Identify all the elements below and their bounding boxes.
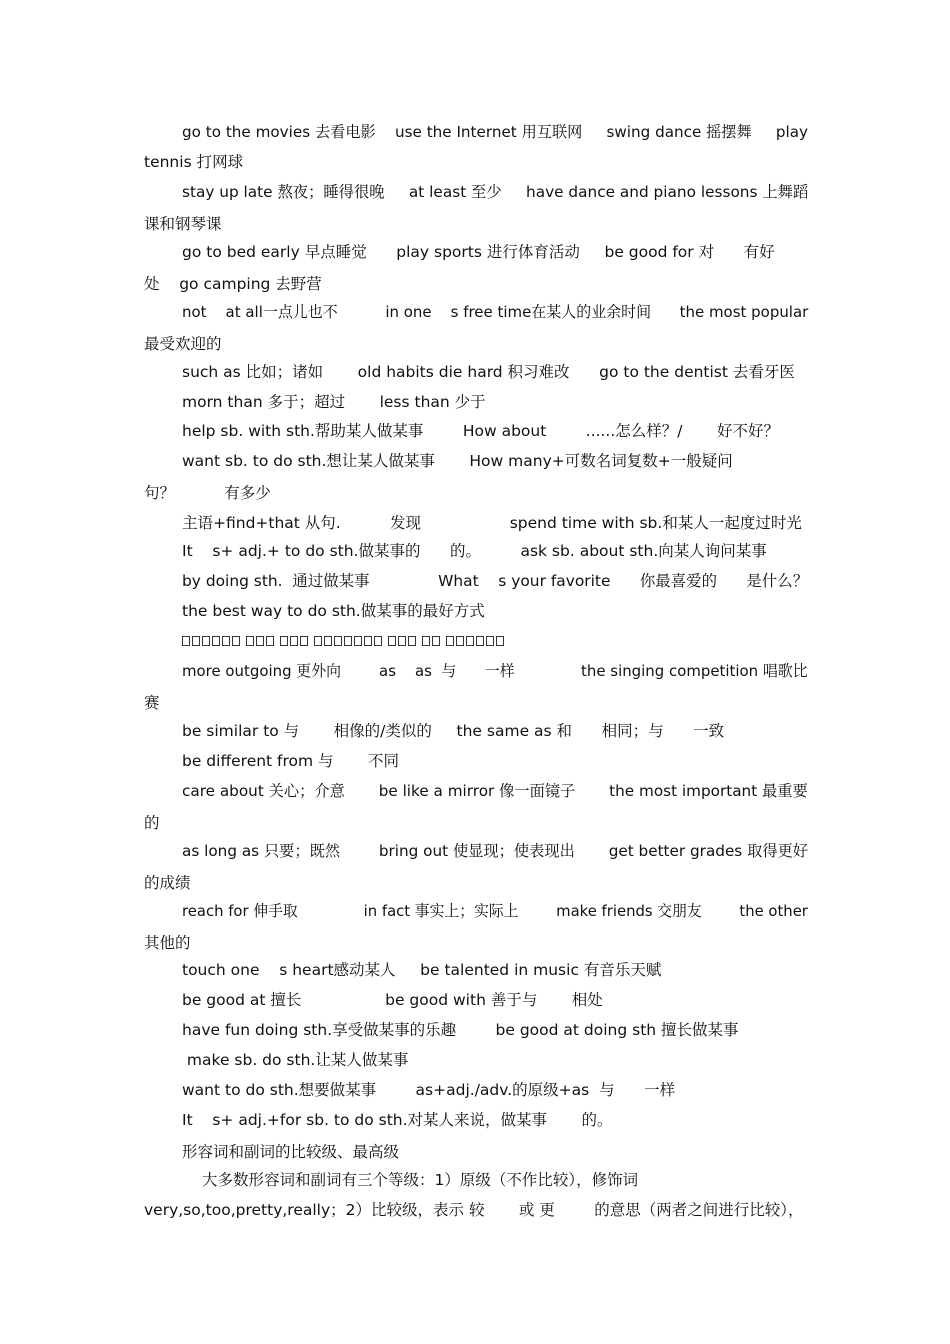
text-line: morn than 多于；超过 less than 少于	[182, 393, 486, 411]
text-line: by doing sth. 通过做某事 What s your favorite 你最喜爱的 是什么？	[182, 572, 809, 590]
section-heading: 形容词和副词的比较级、最高级	[182, 1143, 400, 1161]
text-line: care about 关心；介意 be like a mirror 像一面镜子 the most important 最重要	[182, 782, 808, 800]
text-line: 处 go camping 去野营	[144, 275, 322, 293]
text-line: 句？ 有多少	[144, 484, 271, 502]
text-line: It s+ adj.+for sb. to do sth.对某人来说，做某事 的。	[182, 1111, 613, 1129]
text-line: go to bed early 早点睡觉 play sports 进行体育活动 be good for 对 有好	[182, 243, 775, 261]
text-line: reach for 伸手取 in fact 事实上；实际上 make friends 交朋友 the other	[182, 902, 808, 920]
text-line: want to do sth.想要做某事 as+adj./adv.的原级+as 与 一样	[182, 1081, 676, 1099]
text-line: such as 比如；诸如 old habits die hard 积习难改 go to the dentist 去看牙医	[182, 363, 795, 381]
text-line: help sb. with sth.帮助某人做某事 How about ......怎么样？/ 好不好？	[182, 422, 779, 440]
text-line: the best way to do sth.做某事的最好方式	[182, 602, 485, 620]
text-line: very,so,too,pretty,really；2）比较级，表示 较 或 更 的意思（两者之间进行比较），	[144, 1201, 804, 1219]
text-line: more outgoing 更外向 as as 与 一样 the singing competition 唱歌比	[182, 662, 808, 680]
text-line: 的成绩	[144, 874, 191, 892]
text-line: 其他的	[144, 934, 191, 952]
garbled-glyph-row	[182, 636, 504, 648]
text-line: 的	[144, 814, 160, 832]
text-line: want sb. to do sth.想让某人做某事 How many+可数名词复数+一般疑问	[182, 452, 733, 470]
text-line: tennis 打网球	[144, 153, 244, 171]
text-line: be different from 与 不同	[182, 752, 400, 770]
text-line: It s+ adj.+ to do sth.做某事的 的。 ask sb. about sth.向某人询问某事	[182, 542, 767, 560]
text-line: stay up late 熬夜；睡得很晚 at least 至少 have dance and piano lessons 上舞蹈	[182, 183, 809, 201]
text-line: go to the movies 去看电影 use the Internet 用互联网 swing dance 摇摆舞 play	[182, 123, 809, 141]
text-line: be good at 擅长 be good with 善于与 相处	[182, 991, 603, 1009]
text-line: make sb. do sth.让某人做某事	[182, 1051, 409, 1069]
text-line: 课和钢琴课	[144, 215, 222, 233]
text-line: 大多数形容词和副词有三个等级：1）原级（不作比较），修饰词	[202, 1171, 639, 1189]
text-line: touch one s heart感动某人 be talented in music 有音乐天赋	[182, 961, 662, 979]
text-line: 赛	[144, 694, 160, 712]
text-line: 主语+find+that 从句. 发现 spend time with sb.和某人一起度过时光	[182, 514, 802, 532]
text-line: have fun doing sth.享受做某事的乐趣 be good at doing sth 擅长做某事	[182, 1021, 739, 1039]
text-line: as long as 只要；既然 bring out 使显现；使表现出 get better grades 取得更好	[182, 842, 809, 860]
text-line: be similar to 与 相像的/类似的 the same as 和 相同；与 一致	[182, 722, 725, 740]
text-line: not at all一点儿也不 in one s free time在某人的业余时间 the most popular	[182, 303, 809, 321]
text-line: 最受欢迎的	[144, 335, 222, 353]
